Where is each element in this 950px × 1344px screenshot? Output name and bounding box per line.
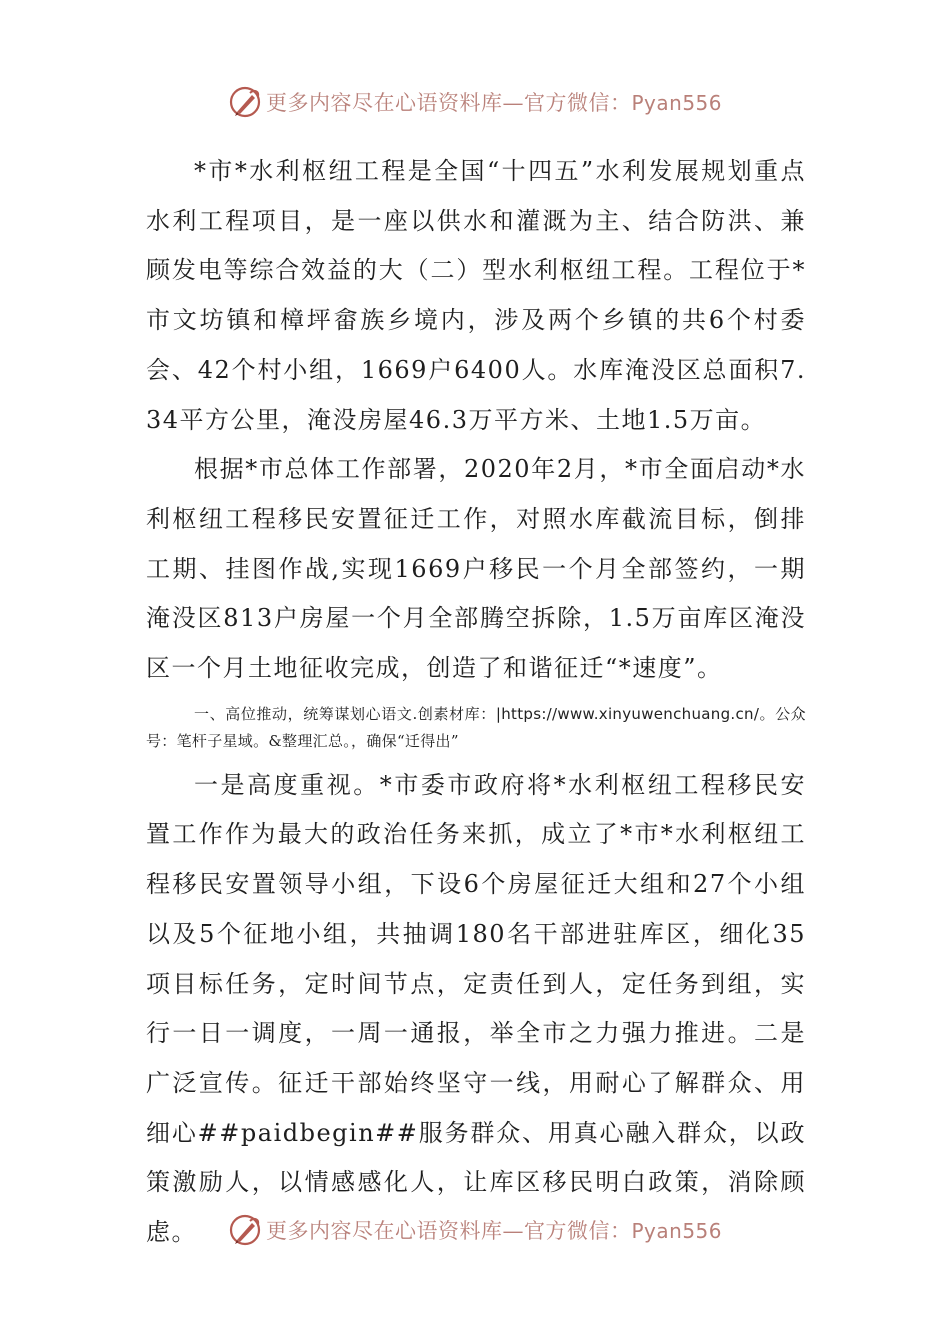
document-body [146,147,806,1258]
pen-logo-icon [228,85,262,119]
paragraph-1: *市*水利枢纽工程是全国“十四五”水利发展规划重点水利工程项目，是一座以供水和灌溉为主、结合防洪、兼顾发电等综合效益的大（二）型水利枢纽工程。工程位于*市文坊镇和樟坪畲族乡境内，涉及两个乡镇的共6个村委会、42个村小组，1669户6400人。水库淹没区总面积7.34平方公里，淹没房屋46.3万平方米、土地1.5万亩。 [146,157,806,434]
banner-text [266,1215,722,1245]
banner-wechat-id: Pyan556 [631,1219,722,1243]
banner-text [266,87,722,117]
note-prefix: 一、高位推动，统筹谋划心语文.创素材库： [194,704,496,723]
paragraph-3: 一是高度重视。*市委市政府将*水利枢纽工程移民安置工作作为最大的政治任务来抓，成立了*市*水利枢纽工程移民安置领导小组，下设6个房屋征迁大组和27个小组以及5个征地小组，共抽调180名干部进驻库区，细化35项目标任务，定时间节点，定责任到人，定任务到组，实行一日一调度，一周一通报，举全市之力强力推进。二是广泛宣传。征迁干部始终坚守一线，用耐心了解群众、用细心##paidbegin##服务群众、用真心融入群众，以政策激励人，以情感感化人，让库区移民明白政策，消除顾虑。 [146,770,806,1247]
header-banner [0,82,950,122]
note-suffix: 。公众号：笔杆子星域。&整理汇总。，确保“迁得出” [146,704,806,750]
section-heading-note [146,701,806,755]
note-url: |https://www.xinyuwenchuang.cn/ [495,704,760,723]
banner-dash: — [502,1219,524,1243]
banner-suffix: 官方微信： [523,91,632,115]
banner-main: 更多内容尽在心语资料库 [265,1219,503,1243]
footer-banner [0,1210,950,1250]
banner-dash: — [502,91,524,115]
banner-wechat-id: Pyan556 [631,91,722,115]
banner-suffix: 官方微信： [523,1219,632,1243]
pen-logo-icon [228,1213,262,1247]
banner-main: 更多内容尽在心语资料库 [265,91,503,115]
paragraph-2: 根据*市总体工作部署，2020年2月，*市全面启动*水利枢纽工程移民安置征迁工作，对照水库截流目标，倒排工期、挂图作战,实现1669户移民一个月全部签约，一期淹没区813户房屋一个月全部腾空拆除，1.5万亩库区淹没区一个月土地征收完成，创造了和谐征迁“*速度”。 [146,455,806,683]
